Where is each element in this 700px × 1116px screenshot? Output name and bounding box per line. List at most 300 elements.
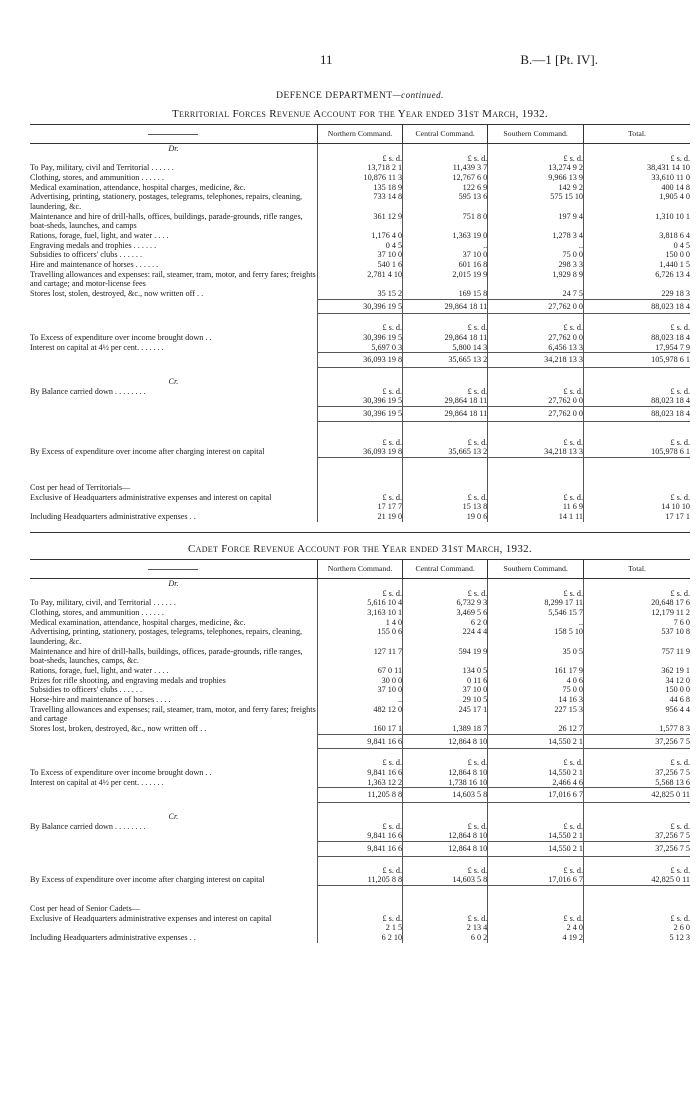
amount-cell: 14,550 2 1 [488, 768, 584, 778]
amount-cell: 37,256 7 5 [655, 831, 690, 841]
currency-units: £ s. d. [584, 589, 690, 599]
column-rule [317, 368, 402, 378]
currency-units: £ s. d. [584, 493, 690, 503]
amount-cell: 1,577 8 3 [584, 724, 690, 734]
amount-cell: 6,726 13 4 [584, 270, 690, 289]
amount-cell: 2,015 19 9 [403, 270, 488, 289]
amount-cell: 6 2 10 [317, 933, 402, 943]
table-row [30, 608, 690, 618]
amount-cell: 5 12 3 [584, 933, 690, 943]
column-rule [584, 812, 690, 822]
total-cell: 9,841 16 6 [317, 734, 402, 749]
row-label-empty [30, 299, 317, 314]
currency-units: £ s. d. [317, 323, 402, 333]
spacer-row [30, 895, 690, 904]
amount-cell: 24 7 5 [488, 289, 584, 299]
total-cell: 105,978 6 1 [584, 353, 690, 368]
table-row [30, 866, 690, 876]
currency-units: £ s. d. [403, 758, 488, 768]
amount-cell: 7 6 0 [584, 618, 690, 628]
amount-cell: 14 16 3 [488, 695, 584, 705]
row-label-empty [30, 438, 317, 448]
amount-cell: 14,603 5 8 [403, 875, 488, 885]
amount-cell: 150 0 0 [584, 685, 690, 695]
row-label-empty [30, 734, 317, 749]
currency-units: £ s. d. [317, 154, 402, 164]
amount-cell: 601 16 8 [403, 260, 488, 270]
amount-cell: 12,767 6 0 [403, 173, 488, 183]
row-label: Including Headquarters administrative expenses . . [30, 932, 196, 942]
row-label: Travelling allowances and expenses; rail, steamer, tram, motor, and ferry fares; freights and cartage [30, 704, 316, 724]
table-row [30, 163, 690, 173]
amount-cell-group: £ s. d. 27,762 0 0 [488, 387, 584, 407]
amount-cell: 14,550 2 1 [548, 831, 584, 841]
amount-cell: 5,697 0 3 [317, 343, 402, 353]
spacer-row [30, 856, 690, 866]
amount-cell: 2,466 4 6 [488, 778, 584, 788]
column-header: Total. [584, 559, 690, 578]
amount-cell: 2 6 0 [584, 923, 690, 933]
row-label: Maintenance and hire of drill-halls, offices, buildings, parade-grounds, rifle ranges, boat-sheds, launches, and camps [30, 211, 303, 231]
currency-units: £ s. d. [488, 866, 584, 876]
amount-cell: 105,978 6 1 [584, 447, 690, 457]
amount-cell: 13,274 9 2 [488, 163, 584, 173]
amount-cell: .. [488, 618, 584, 628]
amount-cell: 33,610 11 0 [584, 173, 690, 183]
row-label-empty [30, 589, 317, 599]
table-row [30, 154, 690, 164]
amount-cell: 956 4 4 [584, 705, 690, 724]
amount-cell-group: £ s. d. 29,864 18 11 [403, 387, 488, 407]
amount-cell: 482 12 0 [317, 705, 402, 724]
currency-units: £ s. d. [488, 758, 584, 768]
amount-cell: .. [317, 695, 402, 705]
currency-units: £ s. d. [584, 914, 690, 924]
column-rule [403, 458, 488, 468]
amount-cell: 67 0 11 [317, 666, 402, 676]
row-label: Stores lost, stolen, destroyed, &c., now written off . . [30, 289, 204, 299]
amount-cell: 150 0 0 [584, 250, 690, 260]
column-header: Southern Command. [488, 125, 584, 144]
amount-cell: 29,864 18 11 [444, 396, 488, 406]
table-row [30, 618, 690, 628]
spacer-row [30, 458, 690, 468]
amount-cell-group: £ s. d. 37,256 7 5 [584, 822, 690, 842]
column-rule [488, 458, 584, 468]
amount-cell: 169 15 8 [403, 289, 488, 299]
column-rule [403, 467, 488, 483]
amount-cell: 127 11 7 [317, 647, 402, 666]
amount-cell: 1,278 3 4 [488, 231, 584, 241]
table-row [30, 212, 690, 231]
column-rule [488, 368, 584, 378]
amount-cell: 6 2 0 [403, 618, 488, 628]
amount-cell: 9,966 13 9 [488, 173, 584, 183]
column-header: Northern Command. [317, 125, 402, 144]
column-header: Total. [584, 125, 690, 144]
spacer-row [30, 314, 690, 324]
column-rule [584, 802, 690, 812]
amount-cell: 361 12 9 [317, 212, 402, 231]
column-rule [403, 812, 488, 822]
amount-cell: 122 6 9 [403, 183, 488, 193]
table-row [30, 323, 690, 333]
table-row [30, 343, 690, 353]
amount-cell: 3,163 10 1 [317, 608, 402, 618]
total-row [30, 841, 690, 856]
amount-cell: 160 17 1 [317, 724, 402, 734]
spacer-row [30, 368, 690, 378]
total-row [30, 353, 690, 368]
row-label: Exclusive of Headquarters administrative expenses and interest on capital [30, 913, 272, 923]
amount-cell: 1,905 4 0 [584, 192, 690, 211]
amount-cell: 9,841 16 6 [317, 768, 402, 778]
row-label: Rations, forage, fuel, light, and water . . . . [30, 665, 169, 675]
amount-cell: 1,363 19 0 [403, 231, 488, 241]
table-row [30, 289, 690, 299]
amount-cell: 75 0 0 [488, 250, 584, 260]
amount-cell: 1 4 0 [317, 618, 402, 628]
amount-cell: 362 19 1 [584, 666, 690, 676]
column-rule [403, 895, 488, 904]
column-rule [488, 467, 584, 483]
total-cell: 88,023 18 4 [584, 407, 690, 422]
column-header: Northern Command. [317, 559, 402, 578]
total-row [30, 407, 690, 422]
currency-units: £ s. d. [403, 323, 488, 333]
table-row [30, 778, 690, 788]
table-row [30, 822, 690, 842]
column-header: Central Command. [403, 125, 488, 144]
total-cell: 37,256 7 5 [584, 841, 690, 856]
amount-cell: 17,954 7 9 [584, 343, 690, 353]
currency-units: £ s. d. [488, 493, 584, 503]
amount-cell: 29 10 5 [403, 695, 488, 705]
amount-cell: 6,456 13 3 [488, 343, 584, 353]
row-label-empty [30, 758, 317, 768]
amount-cell: 5,616 10 4 [317, 598, 402, 608]
department-title: DEFENCE DEPARTMENT [276, 91, 393, 101]
column-rule [488, 421, 584, 438]
side-heading: Dr. [168, 144, 179, 153]
amount-cell: 757 11 9 [584, 647, 690, 666]
column-rule [584, 314, 690, 324]
currency-units: £ s. d. [317, 758, 402, 768]
total-cell: 14,550 2 1 [488, 841, 584, 856]
amount-cell: 227 15 3 [488, 705, 584, 724]
amount-cell: 1,363 12 2 [317, 778, 402, 788]
amount-cell: 34,218 13 3 [488, 447, 584, 457]
amount-cell: 75 0 0 [488, 685, 584, 695]
column-rule [403, 749, 488, 759]
currency-units: £ s. d. [403, 589, 488, 599]
row-label: Rations, forage, fuel, light, and water . . . . [30, 231, 169, 241]
amount-cell: 224 4 4 [403, 627, 488, 646]
amount-cell: 27,762 0 0 [488, 333, 584, 343]
amount-cell: 21 19 0 [317, 512, 402, 522]
amount-cell: 9,841 16 6 [367, 831, 403, 841]
row-label: Including Headquarters administrative expenses . . [30, 512, 196, 522]
amount-cell: 595 13 6 [403, 192, 488, 211]
row-label: Cost per head of Senior Cadets— [30, 903, 140, 913]
amount-cell: 8,299 17 11 [488, 598, 584, 608]
amount-cell-group: £ s. d. 30,396 19 5 [317, 387, 402, 407]
currency-units: £ s. d. [403, 154, 488, 164]
amount-cell: 34 12 0 [584, 676, 690, 686]
row-label-empty [30, 407, 317, 422]
row-label: Advertising, printing, stationery, postages, telegrams, telephones, repairs, cleaning, laundering, &c. [30, 627, 303, 646]
amount-cell: 229 18 3 [584, 289, 690, 299]
table-row [30, 695, 690, 705]
amount-cell: 135 18 9 [317, 183, 402, 193]
table-row [30, 589, 690, 599]
column-rule [584, 856, 690, 866]
currency-units: £ s. d. [584, 154, 690, 164]
column-rule [317, 314, 402, 324]
amount-cell: 400 14 8 [584, 183, 690, 193]
amount-cell: 155 0 6 [317, 627, 402, 646]
spacer-row [30, 467, 690, 483]
table-row [30, 438, 690, 448]
table-row [30, 250, 690, 260]
currency-units: £ s. d. [488, 438, 584, 448]
row-label-empty [30, 154, 317, 164]
amount-cell: 0 4 5 [317, 241, 402, 251]
table-row [30, 260, 690, 270]
amount-cell: 38,431 14 10 [584, 163, 690, 173]
total-cell: 12,864 8 10 [403, 841, 488, 856]
row-label: Subsidies to officers' clubs . . . . . . [30, 685, 143, 695]
amount-cell [317, 904, 402, 914]
page-number: 11 [320, 52, 333, 67]
row-label: By Excess of expenditure over income after charging interest on capital [30, 875, 265, 885]
column-rule [403, 377, 488, 387]
header-dash [30, 125, 317, 144]
table-row [30, 512, 690, 522]
column-header: Central Command. [403, 559, 488, 578]
column-rule [317, 144, 402, 154]
amount-cell: 6 0 2 [403, 933, 488, 943]
currency-units: £ s. d. [584, 758, 690, 768]
total-cell: 36,093 19 8 [317, 353, 402, 368]
territorial-title: Territorial Forces Revenue Account for the Year ended 31st March, 1932. [172, 108, 548, 120]
amount-cell: 0 4 5 [584, 241, 690, 251]
amount-cell: 3,469 5 6 [403, 608, 488, 618]
currency-units: £ s. d. [317, 589, 402, 599]
amount-cell: 13,718 2 1 [317, 163, 402, 173]
table-row [30, 241, 690, 251]
table-row [30, 173, 690, 183]
amount-cell: 197 9 4 [488, 212, 584, 231]
amount-cell: 26 12 7 [488, 724, 584, 734]
column-rule [317, 895, 402, 904]
column-rule [317, 578, 402, 588]
amount-cell: 11,439 3 7 [403, 163, 488, 173]
amount-cell: 2 13 4 [403, 923, 488, 933]
total-cell: 14,603 5 8 [403, 788, 488, 803]
column-rule [488, 578, 584, 588]
amount-cell: 575 15 10 [488, 192, 584, 211]
amount-cell: 17 17 1 [584, 512, 690, 522]
amount-cell: 10,876 11 3 [317, 173, 402, 183]
amount-cell: 134 0 5 [403, 666, 488, 676]
total-row [30, 788, 690, 803]
amount-cell-group: £ s. d. 12,864 8 10 [403, 822, 488, 842]
column-rule [317, 812, 402, 822]
amount-cell: 35 0 5 [488, 647, 584, 666]
amount-cell: 0 11 6 [403, 676, 488, 686]
amount-cell: 6,732 9 3 [403, 598, 488, 608]
spacer-row [30, 885, 690, 895]
column-rule [488, 802, 584, 812]
currency-units: £ s. d. [317, 866, 402, 876]
table-row [30, 647, 690, 666]
column-rule [488, 749, 584, 759]
table-row [30, 483, 690, 493]
amount-cell [317, 483, 402, 493]
total-row [30, 734, 690, 749]
side-heading-row [30, 377, 690, 387]
column-rule [317, 885, 402, 895]
amount-cell: 537 10 8 [584, 627, 690, 646]
amount-cell: 88,023 18 4 [651, 396, 690, 406]
column-rule [584, 377, 690, 387]
table-row [30, 493, 690, 503]
table-row [30, 705, 690, 724]
column-rule [584, 368, 690, 378]
row-label: Clothing, stores, and ammunition . . . . . . [30, 607, 164, 617]
total-cell: 27,762 0 0 [488, 407, 584, 422]
row-label: Horse-hire and maintenance of horses . . . . [30, 694, 171, 704]
row-label: Prizes for rifle shooting, and engraving medals and trophies [30, 675, 226, 685]
row-label: Medical examination, attendance, hospital charges, medicine, &c. [30, 617, 246, 627]
row-label: To Excess of expenditure over income brought down . . [30, 333, 212, 343]
department-suffix: —continued. [392, 90, 444, 100]
row-label: Hire and maintenance of horses . . . . . . [30, 260, 159, 270]
amount-cell: 5,568 13 6 [584, 778, 690, 788]
amount-cell: 37 10 0 [317, 250, 402, 260]
header-dash [30, 559, 317, 578]
column-rule [403, 421, 488, 438]
amount-cell: 3,818 6 4 [584, 231, 690, 241]
amount-cell: 37 10 0 [317, 685, 402, 695]
table-row [30, 598, 690, 608]
total-cell: 12,864 8 10 [403, 734, 488, 749]
amount-cell: 594 19 9 [403, 647, 488, 666]
row-label: Engraving medals and trophies . . . . . . [30, 240, 157, 250]
column-rule [584, 421, 690, 438]
territorial-account-table [30, 124, 690, 522]
amount-cell: 1,929 8 9 [488, 270, 584, 289]
total-cell: 35,665 13 2 [403, 353, 488, 368]
row-label: Travelling allowances and expenses: rail, steamer, tram, motor, and ferry fares; freights and cartage; and motor-license fees [30, 269, 316, 289]
column-rule [317, 458, 402, 468]
amount-cell [488, 904, 584, 914]
amount-cell: .. [488, 241, 584, 251]
column-rule [317, 467, 402, 483]
page-header [30, 52, 690, 72]
row-label: Clothing, stores, and ammunition . . . . . . [30, 173, 164, 183]
spacer-row [30, 802, 690, 812]
column-rule [488, 895, 584, 904]
table-header-row [30, 125, 690, 144]
table-row [30, 333, 690, 343]
amount-cell: 37 10 0 [403, 250, 488, 260]
amount-cell: 17,016 6 7 [488, 875, 584, 885]
amount-cell: 2 1 5 [317, 923, 402, 933]
amount-cell: .. [403, 241, 488, 251]
column-rule [584, 144, 690, 154]
row-label-empty [30, 353, 317, 368]
row-label: By Balance carried down . . . . . . . . [30, 821, 146, 831]
row-label: By Balance carried down . . . . . . . . [30, 386, 146, 396]
column-rule [488, 856, 584, 866]
currency-units: £ s. d. [488, 154, 584, 164]
amount-cell: 1,738 16 10 [403, 778, 488, 788]
table-row [30, 904, 690, 914]
column-rule [488, 314, 584, 324]
table-row [30, 192, 690, 211]
row-label: Interest on capital at 4½ per cent. . . . . . . [30, 342, 164, 352]
row-label: Maintenance and hire of drill-halls, buildings, offices, parade-grounds, rifle ranges, boat-sheds, launches, camps, &c. [30, 646, 303, 666]
amount-cell: 11 6 9 [488, 502, 584, 512]
table-row [30, 183, 690, 193]
territorial-body [30, 144, 690, 522]
total-cell: 11,205 8 8 [317, 788, 402, 803]
column-rule [317, 802, 402, 812]
document-page [30, 52, 690, 943]
document-reference: B.—1 [Pt. IV]. [520, 52, 598, 67]
currency-units: £ s. d. [403, 493, 488, 503]
amount-cell: 245 17 1 [403, 705, 488, 724]
amount-cell: 14 1 11 [488, 512, 584, 522]
total-cell: 14,550 2 1 [488, 734, 584, 749]
amount-cell: 11,205 8 8 [317, 875, 402, 885]
currency-units: £ s. d. [488, 323, 584, 333]
column-rule [403, 856, 488, 866]
total-cell: 27,762 0 0 [488, 299, 584, 314]
row-label: Advertising, printing, stationery, postages, telegrams, telephones, repairs, cleaning, laundering, &c. [30, 192, 303, 212]
table-row [30, 676, 690, 686]
table-row [30, 231, 690, 241]
currency-units: £ s. d. [488, 589, 584, 599]
total-cell: 30,396 19 5 [317, 299, 402, 314]
total-cell: 37,256 7 5 [584, 734, 690, 749]
currency-units: £ s. d. [317, 914, 402, 924]
amount-cell [403, 904, 488, 914]
amount-cell: 17 17 7 [317, 502, 402, 512]
amount-cell: 1,176 4 0 [317, 231, 402, 241]
amount-cell: 751 8 0 [403, 212, 488, 231]
table-header-row [30, 559, 690, 578]
amount-cell: 12,864 8 10 [403, 768, 488, 778]
amount-cell: 15 13 8 [403, 502, 488, 512]
table-row [30, 758, 690, 768]
cadet-title: Cadet Force Revenue Account for the Year ended 31st March, 1932. [188, 542, 532, 555]
row-label: Stores lost, broken, destroyed, &c., now written off . . [30, 723, 207, 733]
spacer-row [30, 421, 690, 438]
amount-cell: 2,781 4 10 [317, 270, 402, 289]
total-cell: 42,825 0 11 [584, 788, 690, 803]
amount-cell: 35 15 2 [317, 289, 402, 299]
amount-cell: 37,256 7 5 [584, 768, 690, 778]
total-cell: 88,023 18 4 [584, 299, 690, 314]
total-cell: 29,864 18 11 [403, 407, 488, 422]
column-rule [488, 377, 584, 387]
currency-units: £ s. d. [584, 438, 690, 448]
amount-cell-group: £ s. d. 88,023 18 4 [584, 387, 690, 407]
amount-cell: 1,440 1 5 [584, 260, 690, 270]
